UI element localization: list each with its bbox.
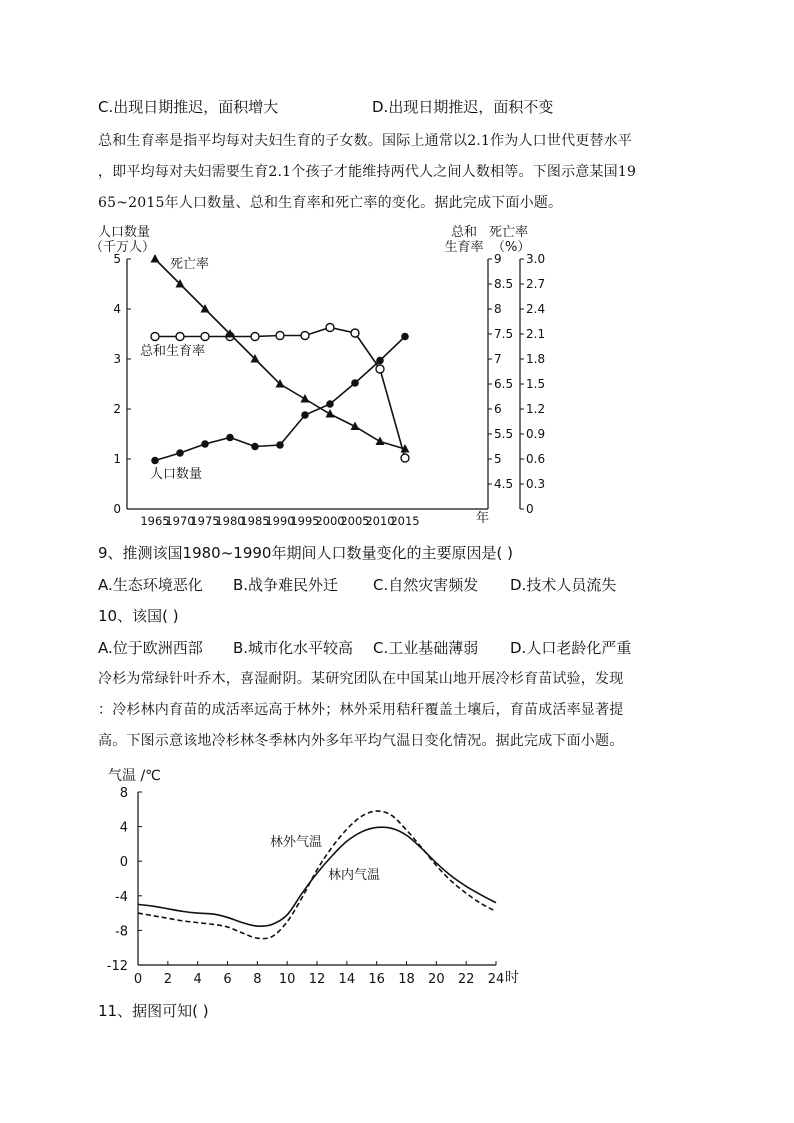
right-axis-title-2: （%） [492,240,531,255]
tfr-point [401,454,409,462]
right-tick-label: 2.7 [526,277,546,291]
x-tick-label: 2 [163,972,172,987]
population-label: 人口数量 [150,467,203,482]
death-rate-label: 死亡率 [170,257,210,272]
right-tick-label: 0 [526,502,534,516]
right-axis-title-1: 死亡率 [489,225,529,240]
passage2-line-2: ：冷杉林内育苗的成活率远高于林外；林外采用秸秆覆盖土壤后，育苗成活率显著提 [98,702,624,718]
q10-option-c: C.工业基础薄弱 [373,639,479,657]
middle-tick-label: 7.5 [494,327,514,341]
tfr-point [326,324,334,332]
tfr-point [201,333,209,341]
y-tick-label: 4 [119,820,128,836]
temperature-axis-title: 气温 /℃ [108,768,161,784]
tfr-point [151,333,159,341]
option-d-prev: D.出现日期推迟，面积不变 [372,98,554,116]
x-tick-label: 1965 [140,514,170,528]
left-axis-title-1: 人口数量 [98,225,151,240]
question-9-stem: 9、推测该国1980~1990年期间人口数量变化的主要原因是( ) [98,544,513,562]
x-tick-label: 2015 [390,514,420,528]
q10-option-d: D.人口老龄化严重 [510,639,632,657]
population-point [301,411,309,419]
chart2-ticks [107,786,505,987]
left-tick-label: 1 [113,452,121,466]
y-tick-label: 8 [119,786,128,801]
y-tick-label: -4 [115,889,128,905]
q10-option-a: A.位于欧洲西部 [98,639,203,657]
death-rate-point [376,437,385,446]
outside-temp-curve [138,811,496,939]
middle-tick-label: 7 [494,352,502,366]
right-tick-label: 0.9 [526,427,546,441]
middle-tick-label: 9 [494,252,502,266]
question-10-stem: 10、该国( ) [98,607,179,625]
q9-option-c: C.自然灾害频发 [373,576,479,594]
passage1-line-3: 65~2015年人口数量、总和生育率和死亡率的变化。据此完成下面小题。 [98,195,563,211]
passage2-line-1: 冷杉为常绿针叶乔木，喜湿耐阴。某研究团队在中国某山地开展冷杉育苗试验，发现 [98,671,624,687]
chart2-axes [138,792,496,965]
population-point [251,443,259,451]
x-tick-label: 4 [193,972,202,987]
population-point [151,457,159,465]
q10-option-b: B.城市化水平较高 [233,639,354,657]
middle-tick-label: 8.5 [494,277,514,291]
tfr-point [251,333,259,341]
left-tick-label: 4 [113,302,121,316]
outside-temp-label: 林外气温 [270,835,323,850]
population-point [326,400,334,408]
x-tick-label: 2010 [365,514,395,528]
population-point [376,357,384,365]
middle-tick-label: 6 [494,402,502,416]
right-tick-label: 1.8 [526,352,546,366]
population-point [276,441,284,449]
chart1-series [151,254,410,464]
x-tick-label: 20 [428,972,445,987]
left-tick-label: 0 [113,502,121,516]
passage1-line-1: 总和生育率是指平均每对夫妇生育的子女数。国际上通常以2.1作为人口世代更替水平 [98,133,633,149]
y-tick-label: -8 [115,924,128,940]
middle-tick-label: 8 [494,302,502,316]
q9-option-d: D.技术人员流失 [510,576,617,594]
x-tick-label: 14 [338,972,356,987]
temperature-chart [100,760,530,988]
hour-axis-unit: 时 [505,970,519,986]
x-tick-label: 8 [253,972,262,987]
middle-tick-label: 5 [494,452,502,466]
x-tick-label: 1990 [265,514,295,528]
middle-tick-label: 4.5 [494,477,514,491]
right-tick-label: 1.5 [526,377,546,391]
left-tick-label: 5 [113,252,121,266]
right-tick-label: 2.1 [526,327,546,341]
population-point [401,333,409,341]
chart2-series [138,811,496,939]
death-rate-point [151,254,160,263]
tfr-label: 总和生育率 [140,344,206,359]
x-tick-label: 1985 [240,514,270,528]
x-tick-label: 1980 [215,514,245,528]
x-tick-label: 0 [133,972,143,987]
x-tick-label: 1995 [290,514,320,528]
left-tick-label: 2 [113,402,121,416]
question-11-stem: 11、据图可知( ) [98,1002,209,1020]
middle-tick-label: 5.5 [494,427,514,441]
y-tick-label: -12 [106,959,128,974]
tfr-point [176,333,184,341]
x-tick-label: 12 [308,972,326,987]
mid-axis-title-1: 总和 [450,225,478,240]
tfr-point [301,332,309,340]
passage1-line-2: ，即平均每对夫妇需要生育2.1个孩子才能维持两代人之间人数相等。下图示意某国19 [98,164,637,180]
x-tick-label: 10 [278,972,296,987]
x-axis-unit: 年 [476,511,490,526]
tfr-point [376,365,384,373]
right-tick-label: 3.0 [526,252,546,266]
right-tick-label: 0.6 [526,452,546,466]
middle-tick-label: 6.5 [494,377,514,391]
population-point [201,440,209,448]
x-tick-label: 24 [487,972,505,987]
population-point [226,434,234,442]
x-tick-label: 18 [398,972,415,987]
passage2-line-3: 高。下图示意该地冷杉林冬季林内外多年平均气温日变化情况。据此完成下面小题。 [98,733,624,749]
inside-temp-label: 林内气温 [328,868,381,883]
x-tick-label: 16 [368,972,385,987]
chart1-ticks [113,252,545,528]
option-c-prev: C.出现日期推迟，面积增大 [98,98,279,116]
tfr-point [276,332,284,340]
death-rate-point [301,394,310,403]
x-tick-label: 1970 [165,514,195,528]
x-tick-label: 22 [457,972,475,987]
x-tick-label: 2005 [340,514,370,528]
mid-axis-title-2: 生育率 [444,240,484,255]
right-tick-label: 1.2 [526,402,546,416]
population-point [351,379,359,387]
left-axis-title-2: （千万人） [90,240,156,255]
population-chart [90,220,546,535]
q9-option-b: B.战争难民外迁 [233,576,339,594]
x-tick-label: 1975 [190,514,220,528]
y-tick-label: 0 [119,855,128,871]
tfr-point [351,329,359,337]
right-tick-label: 0.3 [526,477,546,491]
death-rate-point [326,409,335,418]
right-tick-label: 2.4 [526,302,546,316]
q9-option-a: A.生态环境恶化 [98,576,203,594]
left-tick-label: 3 [113,352,121,366]
x-tick-label: 2000 [315,514,345,528]
population-point [176,449,184,457]
x-tick-label: 6 [223,972,232,987]
